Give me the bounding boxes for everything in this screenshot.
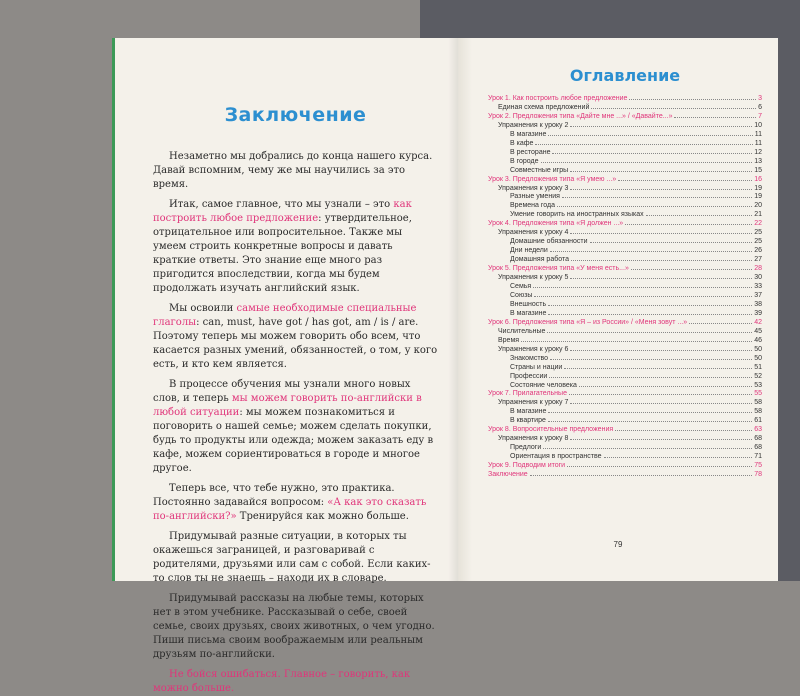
toc-entry-page: 13 <box>754 157 762 165</box>
toc-entry-page: 30 <box>754 274 762 282</box>
toc-entry-title: Страны и нации <box>510 363 563 371</box>
open-book <box>112 38 778 694</box>
conclusion-title: Заключение <box>224 104 367 126</box>
toc-entry-page: 75 <box>754 462 762 470</box>
toc-entry-title: Урок 7. Прилагательные <box>488 390 567 398</box>
highlighted-text: мы можем говорить по-английски в любой ситуации <box>153 393 422 418</box>
toc-entry-title: Упражнения к уроку 8 <box>498 435 569 443</box>
conclusion-text <box>153 150 438 696</box>
toc-entry-page: 58 <box>754 408 762 416</box>
toc-entry-page: 27 <box>754 256 762 264</box>
toc-leader-dots <box>604 457 753 458</box>
toc-entry <box>488 346 762 355</box>
toc-entry-title: Дни недели <box>510 247 548 255</box>
toc-entry-title: Заключение <box>488 471 528 479</box>
toc-entry <box>488 140 762 149</box>
toc-entry-page: 19 <box>754 184 762 192</box>
toc-entry-title: Предлоги <box>510 444 542 452</box>
toc-entry <box>488 256 762 265</box>
toc-entry-page: 38 <box>754 300 762 308</box>
toc-lesson-entry <box>488 113 762 122</box>
toc-entry-title: Урок 2. Предложения типа «Дайте мне ...» / «Давайте...» <box>488 112 673 120</box>
toc-title: Оглавление <box>569 66 681 85</box>
toc-entry <box>488 399 762 408</box>
toc-entry <box>488 328 762 337</box>
toc-entry-page: 45 <box>754 327 762 335</box>
toc-entry-page: 52 <box>754 372 762 380</box>
toc-entry-page: 42 <box>754 318 762 326</box>
toc-entry-page: 78 <box>754 471 762 479</box>
toc-entry <box>488 373 762 382</box>
toc-entry-title: Знакомство <box>510 354 549 362</box>
toc-lesson-entry <box>488 426 762 435</box>
toc-entry-title: Урок 5. Предложения типа «У меня есть...» <box>488 265 629 273</box>
toc-lesson-entry <box>488 390 762 399</box>
conclusion-paragraph <box>153 150 438 192</box>
paragraph-text: : can, must, have got / has got, am / is / are. Поэтому теперь мы можем говорить обо всем, что касается разных умений, обязанностей, о том, у кого есть, и кто кем является. <box>153 317 438 370</box>
toc-leader-dots <box>534 296 752 297</box>
toc-entry-title: Внешность <box>510 300 547 308</box>
toc-lesson-entry <box>488 220 762 229</box>
toc-leader-dots <box>564 368 752 369</box>
toc-entry-page: 21 <box>754 211 762 219</box>
toc-entry-title: В магазине <box>510 130 547 138</box>
paragraph-text: Тренируйся как можно больше. <box>236 511 409 522</box>
highlighted-text: Не бойся ошибаться. Главное – говорить, как можно больше. <box>153 669 411 694</box>
toc-leader-dots <box>567 466 752 467</box>
toc-entry <box>488 417 762 426</box>
toc-entry-title: Упражнения к уроку 7 <box>498 399 569 407</box>
toc-entry-title: Урок 4. Предложения типа «Я должен ...» <box>488 220 624 228</box>
toc-entry-title: Союзы <box>510 291 533 299</box>
toc-entry-title: Совместные игры <box>510 166 569 174</box>
highlighted-text: «А как это сказать по-английски?» <box>153 497 427 522</box>
toc-entry-title: В магазине <box>510 408 547 416</box>
toc-entry <box>488 274 762 283</box>
toc-lesson-entry <box>488 176 762 185</box>
toc-entry-page: 22 <box>754 220 762 228</box>
toc-leader-dots <box>570 278 752 279</box>
toc-leader-dots <box>674 117 756 118</box>
toc-entry-title: Единая схема предложений <box>498 103 590 111</box>
toc-entry <box>488 104 762 113</box>
toc-entry-page: 26 <box>754 247 762 255</box>
toc-entry-page: 19 <box>754 193 762 201</box>
toc-entry <box>488 158 762 167</box>
toc-entry-title: Упражнения к уроку 2 <box>498 121 569 129</box>
toc-leader-dots <box>570 439 752 440</box>
toc-entry-page: 51 <box>754 363 762 371</box>
toc-entry-page: 50 <box>754 354 762 362</box>
toc-leader-dots <box>570 403 752 404</box>
paragraph-text: Теперь все, что тебе нужно, это практика. Постоянно задавайся вопросом: <box>153 483 395 508</box>
toc-entry <box>488 247 762 256</box>
paragraph-text: : утвердительное, отрицательное или вопросительное. Также мы умеем строить конкретные вопросы и давать краткие ответы. Это знание еще много раз пригодится впоследствии, когда мы будем продолжать изучать английский язык. <box>153 213 412 294</box>
toc-entry <box>488 382 762 391</box>
toc-lesson-entry <box>488 471 762 480</box>
toc-entry <box>488 310 762 319</box>
toc-entry <box>488 149 762 158</box>
toc-leader-dots <box>549 377 752 378</box>
toc-entry-page: 33 <box>754 283 762 291</box>
toc-entry <box>488 444 762 453</box>
toc-leader-dots <box>591 108 756 109</box>
right-page <box>458 38 778 581</box>
toc-entry-title: Упражнения к уроку 6 <box>498 345 569 353</box>
toc-entry <box>488 435 762 444</box>
toc-leader-dots <box>533 287 752 288</box>
toc-leader-dots <box>631 269 752 270</box>
paragraph-text: В процессе обучения мы узнали много новых слов, и теперь <box>153 379 411 404</box>
toc-leader-dots <box>569 394 752 395</box>
toc-leader-dots <box>579 386 752 387</box>
toc-entry-page: 6 <box>758 103 762 111</box>
conclusion-paragraph <box>153 530 438 586</box>
toc-entry <box>488 229 762 238</box>
toc-leader-dots <box>557 206 752 207</box>
toc-entry-page: 53 <box>754 381 762 389</box>
toc-leader-dots <box>689 323 752 324</box>
toc-entry-title: В магазине <box>510 309 547 317</box>
toc-entry-title: Состояние человека <box>510 381 577 389</box>
toc-leader-dots <box>618 180 752 181</box>
toc-entry <box>488 167 762 176</box>
paragraph-text: Придумывай разные ситуации, в которых ты окажешься заграницей, и разговаривай с родителями, друзьями или сам с собой. Если каких-то слов ты не знаешь – находи их в словаре. <box>153 531 431 584</box>
toc-leader-dots <box>541 162 753 163</box>
highlighted-text: самые необходимые специальные глаголы <box>153 303 417 328</box>
toc-entry-page: 37 <box>754 291 762 299</box>
toc-entry <box>488 131 762 140</box>
toc-leader-dots <box>548 305 752 306</box>
toc-lesson-entry <box>488 265 762 274</box>
toc-leader-dots <box>625 224 752 225</box>
toc-leader-dots <box>570 350 752 351</box>
toc-leader-dots <box>535 144 752 145</box>
toc-lesson-entry <box>488 462 762 471</box>
toc-entry-title: Время <box>498 336 520 344</box>
toc-entry-page: 12 <box>754 148 762 156</box>
toc-entry <box>488 453 762 462</box>
toc-entry-page: 58 <box>754 399 762 407</box>
left-page <box>112 38 458 694</box>
toc-entry <box>488 283 762 292</box>
toc-entry-page: 25 <box>754 229 762 237</box>
toc-entry-title: Разные умения <box>510 193 560 201</box>
toc-entry <box>488 211 762 220</box>
conclusion-paragraph <box>153 302 438 372</box>
toc-leader-dots <box>550 359 752 360</box>
toc-leader-dots <box>548 421 752 422</box>
table-of-contents <box>488 95 762 480</box>
toc-entry-title: Домашняя работа <box>510 256 569 264</box>
paragraph-text: : мы можем познакомиться и поговорить о нашей семье; можем сделать покупки, будь то продукты или одежда; можем заказать еду в кафе, можем сориентироваться в городе и многое другое. <box>153 407 434 474</box>
toc-entry-title: Упражнения к уроку 5 <box>498 274 569 282</box>
toc-entry-title: Урок 8. Вопросительные предложения <box>488 426 614 434</box>
toc-leader-dots <box>629 99 756 100</box>
toc-entry-title: Урок 3. Предложения типа «Я умею ...» <box>488 175 617 183</box>
toc-leader-dots <box>548 135 752 136</box>
toc-leader-dots <box>521 341 752 342</box>
toc-entry-page: 11 <box>754 139 762 147</box>
toc-entry-title: В квартире <box>510 417 546 425</box>
toc-entry <box>488 337 762 346</box>
toc-leader-dots <box>548 314 752 315</box>
paragraph-text: Незаметно мы добрались до конца нашего курса. Давай вспомним, чему же мы научились за это время. <box>153 151 433 190</box>
conclusion-paragraph <box>153 378 438 476</box>
toc-leader-dots <box>571 260 752 261</box>
toc-leader-dots <box>590 242 753 243</box>
toc-leader-dots <box>570 233 752 234</box>
paragraph-text: Придумывай рассказы на любые темы, которых нет в этом учебнике. Рассказывай о себе, своей семье, своих друзьях, своих животных, о чем угодно. Пиши письма своим воображаемым или реальным друзьям по-английски. <box>153 593 435 660</box>
toc-entry-page: 68 <box>754 444 762 452</box>
toc-entry <box>488 122 762 131</box>
toc-leader-dots <box>548 412 752 413</box>
paragraph-text: Мы освоили <box>169 303 237 314</box>
toc-entry <box>488 355 762 364</box>
toc-entry <box>488 301 762 310</box>
toc-leader-dots <box>562 197 752 198</box>
toc-entry-title: Умение говорить на иностранных языках <box>510 211 644 219</box>
toc-entry-page: 46 <box>754 336 762 344</box>
toc-leader-dots <box>615 430 752 431</box>
toc-entry-page: 20 <box>754 202 762 210</box>
toc-entry-page: 71 <box>754 453 762 461</box>
toc-leader-dots <box>543 448 752 449</box>
toc-entry-page: 15 <box>754 166 762 174</box>
toc-leader-dots <box>646 215 753 216</box>
toc-entry <box>488 185 762 194</box>
toc-entry-page: 11 <box>754 130 762 138</box>
toc-entry <box>488 193 762 202</box>
conclusion-paragraph <box>153 592 438 662</box>
toc-entry-title: Урок 9. Подводим итоги <box>488 462 566 470</box>
toc-entry <box>488 292 762 301</box>
toc-entry-page: 63 <box>754 426 762 434</box>
toc-leader-dots <box>570 189 752 190</box>
toc-entry <box>488 408 762 417</box>
toc-entry-page: 16 <box>754 175 762 183</box>
toc-entry-page: 3 <box>758 95 762 102</box>
toc-leader-dots <box>547 332 752 333</box>
toc-entry-title: Времена года <box>510 202 555 210</box>
paragraph-text: Итак, самое главное, что мы узнали – это <box>169 199 394 210</box>
toc-entry-page: 61 <box>754 417 762 425</box>
page-gutter-shadow <box>448 38 458 581</box>
toc-entry <box>488 364 762 373</box>
toc-leader-dots <box>530 475 753 476</box>
toc-entry-page: 39 <box>754 309 762 317</box>
toc-entry-title: Упражнения к уроку 4 <box>498 229 569 237</box>
toc-entry-title: В кафе <box>510 139 534 147</box>
toc-lesson-entry <box>488 95 762 104</box>
toc-leader-dots <box>570 171 752 172</box>
highlighted-text: как построить любое предложение <box>153 199 412 224</box>
toc-entry-page: 25 <box>754 238 762 246</box>
toc-entry-page: 68 <box>754 435 762 443</box>
toc-leader-dots <box>552 153 752 154</box>
toc-leader-dots <box>570 126 752 127</box>
toc-entry-title: Профессии <box>510 372 548 380</box>
toc-entry-title: Домашние обязанности <box>510 238 588 246</box>
toc-entry-page: 55 <box>754 390 762 398</box>
toc-entry-title: В городе <box>510 157 539 165</box>
toc-entry <box>488 202 762 211</box>
conclusion-paragraph <box>153 668 438 696</box>
toc-entry-title: Упражнения к уроку 3 <box>498 184 569 192</box>
toc-entry-title: В ресторане <box>510 148 551 156</box>
toc-entry-page: 10 <box>754 121 762 129</box>
toc-entry-title: Ориентация в пространстве <box>510 453 602 461</box>
toc-entry-page: 50 <box>754 345 762 353</box>
toc-entry-title: Урок 1. Как построить любое предложение <box>488 95 628 102</box>
toc-lesson-entry <box>488 319 762 328</box>
conclusion-paragraph <box>153 198 438 296</box>
page-number: 79 <box>613 540 623 549</box>
toc-entry-page: 28 <box>754 265 762 273</box>
toc-entry-title: Урок 6. Предложения типа «Я – из России» / «Меня зовут ...» <box>488 318 688 326</box>
conclusion-paragraph <box>153 482 438 524</box>
toc-entry-title: Семья <box>510 283 532 291</box>
toc-entry-title: Числительные <box>498 327 546 335</box>
toc-leader-dots <box>550 251 752 252</box>
toc-entry-page: 7 <box>758 112 762 120</box>
toc-entry <box>488 238 762 247</box>
